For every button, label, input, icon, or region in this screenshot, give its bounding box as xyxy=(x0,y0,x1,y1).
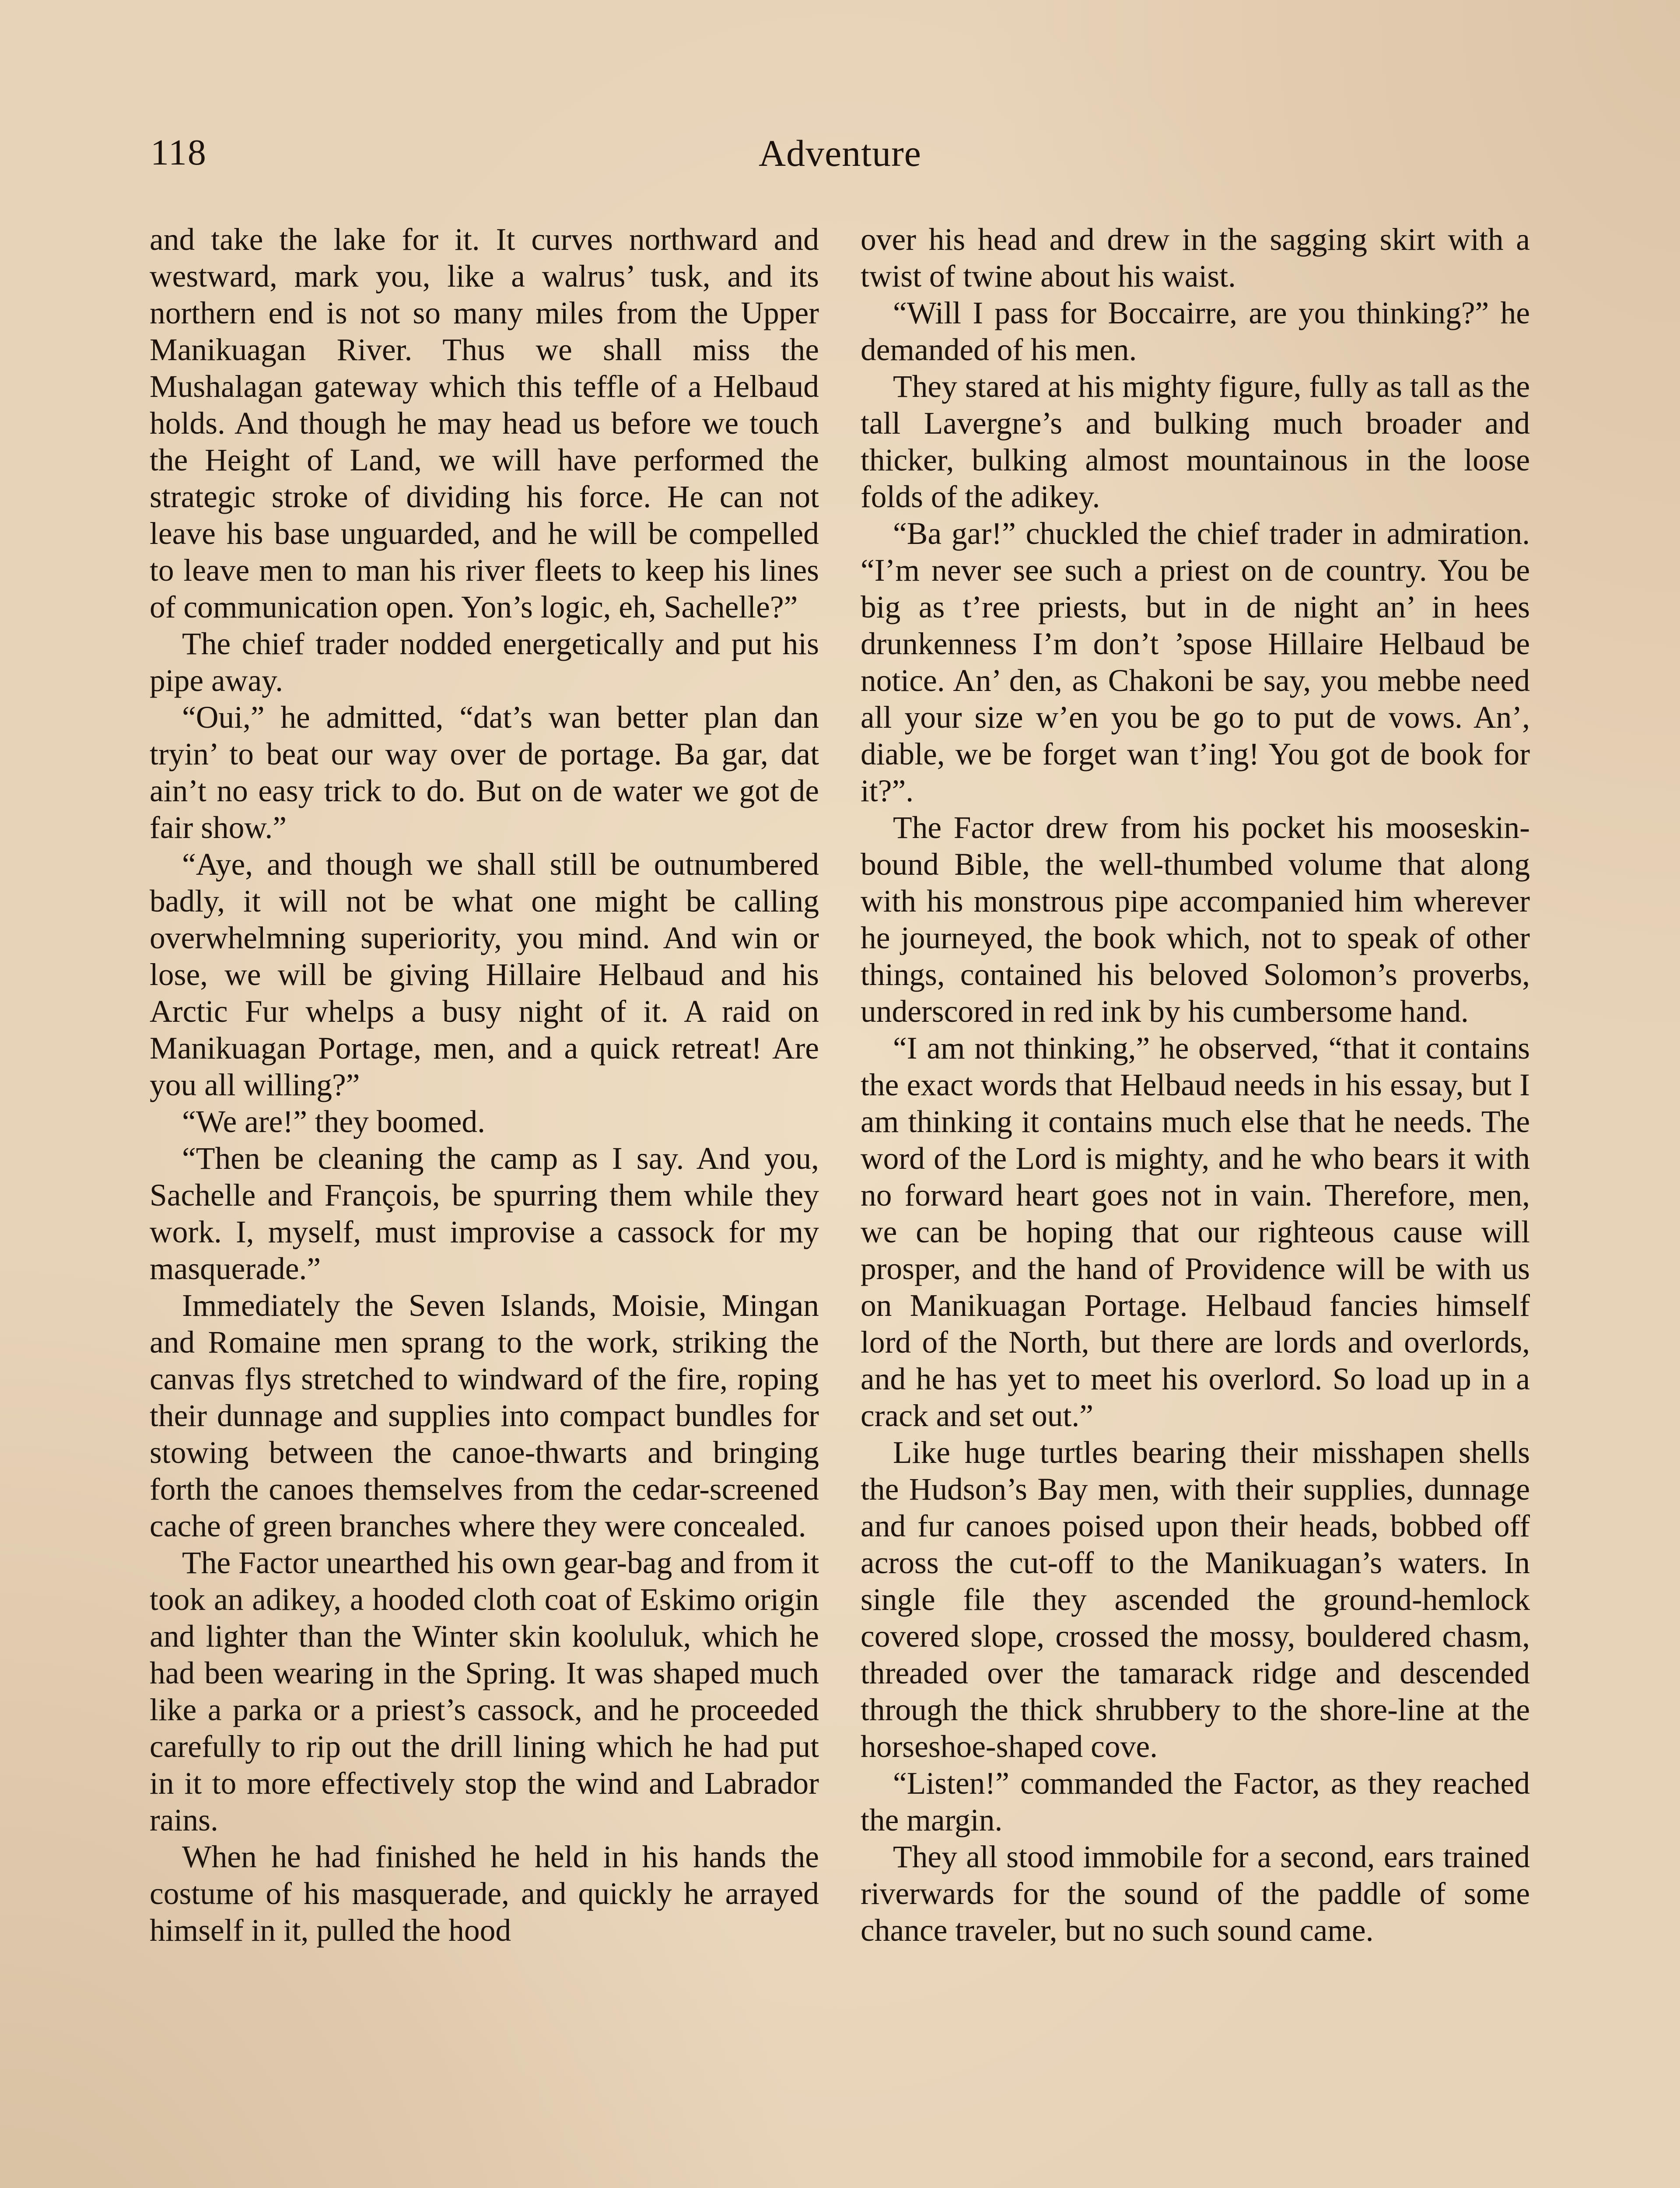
paragraph: They stared at his mighty figure, fully as tall as the tall Lavergne’s and bulking much broader and thicker, bulking almost mountainous in the loose folds of the adikey. xyxy=(861,369,1530,514)
paragraph: They all stood immobile for a second, ears trained riverwards for the sound of the paddle of some chance traveler, but no such sound came. xyxy=(861,1840,1530,1948)
paragraph: “Aye, and though we shall still be outnumbered badly, it will not be what one might be calling overwhelmning superiority, you mind. And win or lose, we will be giving Hillaire Helbaud and his Arctic Fur whelps a busy night of it. A raid on Manikuagan Portage, men, and a quick retreat! Are you all willing?” xyxy=(150,847,819,1102)
paragraph: “Listen!” commanded the Factor, as they reached the margin. xyxy=(861,1766,1530,1837)
paragraph: The Factor unearthed his own gear-bag and from it took an adikey, a hooded cloth coat of Eskimo origin and lighter than the Winter skin kooluluk, which he had been wearing in the Spring. It was shaped much like a parka or a priest’s cassock, and he proceeded carefully to rip out the drill lining which he had put in it to more effectively stop the wind and Labrador rains. xyxy=(150,1546,819,1837)
paragraph: Like huge turtles bearing their misshapen shells the Hudson’s Bay men, with their supplies, dunnage and fur canoes poised upon their heads, bobbed off across the cut-off to the Manikuagan’s waters. In single file they ascended the ground-hemlock covered slope, crossed the mossy, bouldered chasm, threaded over the tamarack ridge and descended through the thick shrubbery to the shore-line at the horseshoe-shaped cove. xyxy=(861,1435,1530,1764)
paragraph: “We are!” they boomed. xyxy=(182,1105,486,1139)
left-column xyxy=(150,221,819,1949)
paragraph: The chief trader nodded energetically and put his pipe away. xyxy=(150,627,819,698)
paragraph: When he had finished he held in his hands the costume of his masquerade, and quickly he arrayed himself in it, pulled the hood xyxy=(150,1840,819,1948)
paragraph: and take the lake for it. It curves northward and westward, mark you, like a walrus’ tusk, and its northern end is not so many miles from the Upper Manikuagan River. Thus we shall miss the Mushalagan gateway which this teffle of a Helbaud holds. And though he may head us before we touch the Height of Land, we will have performed the strategic stroke of dividing his force. He can not leave his base unguarded, and he will be compelled to leave men to man his river fleets to keep his lines of communication open. Yon’s logic, eh, Sachelle?” xyxy=(150,222,819,624)
paragraph: “Then be cleaning the camp as I say. And you, Sachelle and François, be spurring them while they work. I, myself, must improvise a cassock for my masquerade.” xyxy=(150,1141,819,1286)
paragraph: “Will I pass for Boccairre, are you thinking?” he demanded of his men. xyxy=(861,296,1530,367)
paragraph: “Oui,” he admitted, “dat’s wan better plan dan tryin’ to beat our way over de portage. Ba gar, dat ain’t no easy trick to do. But on de water we got de fair show.” xyxy=(150,700,819,845)
paragraph: “I am not thinking,” he observed, “that it contains the exact words that Helbaud needs in his essay, but I am thinking it contains much else that he needs. The word of the Lord is mighty, and he who bears it with no forward heart goes not in vain. Therefore, men, we can be hoping that our righteous cause will prosper, and the hand of Providence will be with us on Manikuagan Portage. Helbaud fancies himself lord of the North, but there are lords and overlords, and he has yet to meet his overlord. So load up in a crack and set out.” xyxy=(861,1031,1530,1433)
paragraph: Immediately the Seven Islands, Moisie, Mingan and Romaine men sprang to the work, striking the canvas flys stretched to windward of the fire, roping their dunnage and supplies into compact bundles for stowing between the canoe-thwarts and bringing forth the canoes themselves from the cedar-screened cache of green branches where they were concealed. xyxy=(150,1288,819,1543)
paragraph: The Factor drew from his pocket his mooseskin-bound Bible, the well-thumbed volume that along with his monstrous pipe accompanied him wherever he journeyed, the book which, not to speak of other things, contained his beloved Solomon’s proverbs, underscored in red ink by his cumbersome hand. xyxy=(861,810,1530,1029)
page-number: 118 xyxy=(150,132,207,173)
paragraph: “Ba gar!” chuckled the chief trader in admiration. “I’m never see such a priest on de country. You be big as t’ree priests, but in de night an’ in hees drunkenness I’m don’t ’spose Hillaire Helbaud be notice. An’ den, as Chakoni be say, you mebbe need all your size w’en you be go to put de vows. An’, diable, we be forget wan t’ing! You got de book for it?”. xyxy=(861,516,1530,808)
right-column xyxy=(861,221,1530,1949)
running-title: Adventure xyxy=(759,132,921,174)
paragraph: over his head and drew in the sagging skirt with a twist of twine about his waist. xyxy=(861,222,1530,294)
